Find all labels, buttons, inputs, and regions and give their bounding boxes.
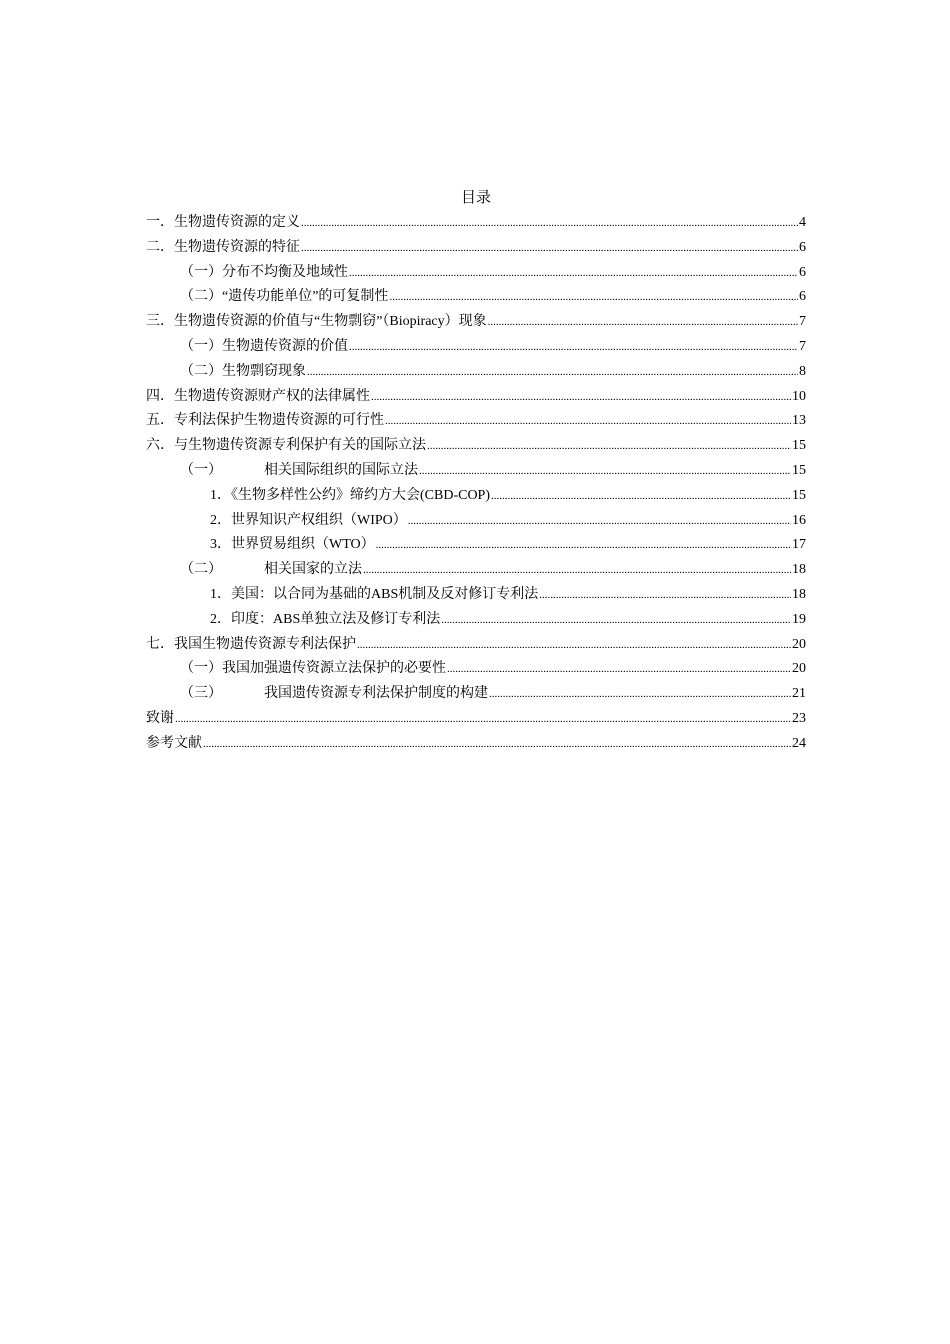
toc-entry-page: 13 <box>792 413 806 429</box>
toc-entry-title: 二．生物遗传资源的特征 <box>146 239 300 255</box>
toc-entry-section-6-2-1[interactable] <box>146 583 806 608</box>
toc-leader-dots <box>427 434 791 459</box>
toc-leader-dots <box>357 633 791 658</box>
toc-entry-page: 21 <box>792 686 806 702</box>
toc-entry-page: 6 <box>799 239 806 255</box>
table-of-contents <box>146 186 806 757</box>
toc-entry-prefix: （三） <box>180 686 222 702</box>
toc-entry-title: （一）分布不均衡及地域性 <box>180 264 348 280</box>
toc-leader-dots <box>539 583 791 608</box>
toc-entry-section-3-2[interactable] <box>146 360 806 385</box>
toc-leader-dots <box>488 310 798 335</box>
toc-entry-title: （一）生物遗传资源的价值 <box>180 338 348 354</box>
toc-entry-page: 8 <box>799 363 806 379</box>
toc-entry-prefix: （二） <box>180 562 222 578</box>
toc-entry-title: 致谢 <box>146 710 174 726</box>
toc-entry-page: 15 <box>792 462 806 478</box>
toc-entry-label: 相关国家的立法 <box>264 562 362 578</box>
toc-leader-dots <box>408 509 791 534</box>
toc-entry-page: 24 <box>792 735 806 751</box>
toc-entry-title: （二）“遗传功能单位”的可复制性 <box>180 289 389 305</box>
toc-entry-title: 2．印度：ABS单独立法及修订专利法 <box>210 611 441 627</box>
toc-entry-page: 4 <box>799 215 806 230</box>
toc-entry-section-6-1[interactable] <box>146 459 806 484</box>
toc-entry-title: 六．与生物遗传资源专利保护有关的国际立法 <box>146 438 426 454</box>
toc-entry-section-6-1-1[interactable] <box>146 484 806 509</box>
toc-entry-title <box>180 682 488 707</box>
toc-entry-page: 20 <box>792 636 806 652</box>
toc-entry-page: 19 <box>792 611 806 627</box>
toc-entry-title: 3．世界贸易组织（WTO） <box>210 537 375 553</box>
toc-leader-dots <box>203 732 791 757</box>
toc-entry-section-5[interactable] <box>146 409 806 434</box>
toc-entry-label: 相关国际组织的国际立法 <box>264 462 418 478</box>
toc-leader-dots <box>363 558 791 583</box>
toc-leader-dots <box>301 236 798 261</box>
toc-entry-label: 我国遗传资源专利法保护制度的构建 <box>264 686 488 702</box>
toc-entry-page: 6 <box>799 264 806 280</box>
toc-leader-dots <box>441 608 791 633</box>
toc-entry-title: 1．美国：以合同为基础的ABS机制及反对修订专利法 <box>210 586 539 602</box>
toc-leader-dots <box>389 285 798 310</box>
toc-entry-section-7-3[interactable] <box>146 682 806 707</box>
toc-entry-page: 23 <box>792 710 806 726</box>
toc-entry-section-4[interactable] <box>146 385 806 410</box>
toc-entry-section-6-1-3[interactable] <box>146 533 806 558</box>
toc-entry-acknowledgements[interactable] <box>146 707 806 732</box>
toc-entry-section-6-2-2[interactable] <box>146 608 806 633</box>
toc-list <box>146 211 806 757</box>
toc-entry-title: 2．世界知识产权组织（WIPO） <box>210 512 407 528</box>
toc-entry-title: 三．生物遗传资源的价值与“生物剽窃”（Biopiracy）现象 <box>146 314 487 330</box>
toc-entry-title <box>180 558 362 583</box>
toc-entry-section-2[interactable] <box>146 236 806 261</box>
toc-entry-page: 18 <box>792 562 806 578</box>
toc-entry-title: 1．《生物多样性公约》缔约方大会(CBD-COP) <box>210 487 491 503</box>
toc-entry-page: 6 <box>799 289 806 305</box>
toc-leader-dots <box>301 211 798 236</box>
toc-entry-page: 15 <box>792 487 806 503</box>
toc-entry-page: 17 <box>792 537 806 553</box>
toc-entry-section-6-1-2[interactable] <box>146 509 806 534</box>
toc-leader-dots <box>491 484 791 509</box>
toc-entry-section-7[interactable] <box>146 633 806 658</box>
toc-entry-section-7-1[interactable] <box>146 657 806 682</box>
toc-entry-section-6[interactable] <box>146 434 806 459</box>
toc-leader-dots <box>349 335 798 360</box>
toc-entry-title: 五．专利法保护生物遗传资源的可行性 <box>146 413 384 429</box>
toc-entry-title: 四．生物遗传资源财产权的法律属性 <box>146 388 370 404</box>
toc-entry-page: 16 <box>792 512 806 528</box>
toc-entry-section-2-2[interactable] <box>146 285 806 310</box>
toc-leader-dots <box>385 409 791 434</box>
toc-entry-title: 一．生物遗传资源的定义 <box>146 215 300 230</box>
toc-leader-dots <box>349 261 798 286</box>
toc-leader-dots <box>419 459 791 484</box>
toc-leader-dots <box>371 385 791 410</box>
toc-entry-references[interactable] <box>146 732 806 757</box>
toc-entry-page: 7 <box>799 338 806 354</box>
toc-entry-title: （二）生物剽窃现象 <box>180 363 306 379</box>
toc-leader-dots <box>307 360 798 385</box>
toc-leader-dots <box>489 682 791 707</box>
toc-entry-page: 15 <box>792 438 806 454</box>
toc-entry-section-3-1[interactable] <box>146 335 806 360</box>
toc-entry-page: 10 <box>792 388 806 404</box>
toc-entry-prefix: （一） <box>180 462 222 478</box>
toc-entry-title <box>180 459 418 484</box>
toc-entry-section-2-1[interactable] <box>146 261 806 286</box>
toc-entry-title: 参考文献 <box>146 735 202 751</box>
toc-leader-dots <box>175 707 791 732</box>
toc-entry-page: 18 <box>792 586 806 602</box>
toc-entry-section-6-2[interactable] <box>146 558 806 583</box>
toc-entry-title: （一）我国加强遗传资源立法保护的必要性 <box>180 661 446 677</box>
toc-leader-dots <box>447 657 791 682</box>
toc-entry-title: 七．我国生物遗传资源专利法保护 <box>146 636 356 652</box>
toc-entry-page: 20 <box>792 661 806 677</box>
toc-entry-page: 7 <box>799 314 806 330</box>
toc-entry-section-1[interactable] <box>146 211 806 236</box>
toc-entry-section-3[interactable] <box>146 310 806 335</box>
toc-leader-dots <box>376 533 791 558</box>
toc-title: 目录 <box>460 190 491 206</box>
